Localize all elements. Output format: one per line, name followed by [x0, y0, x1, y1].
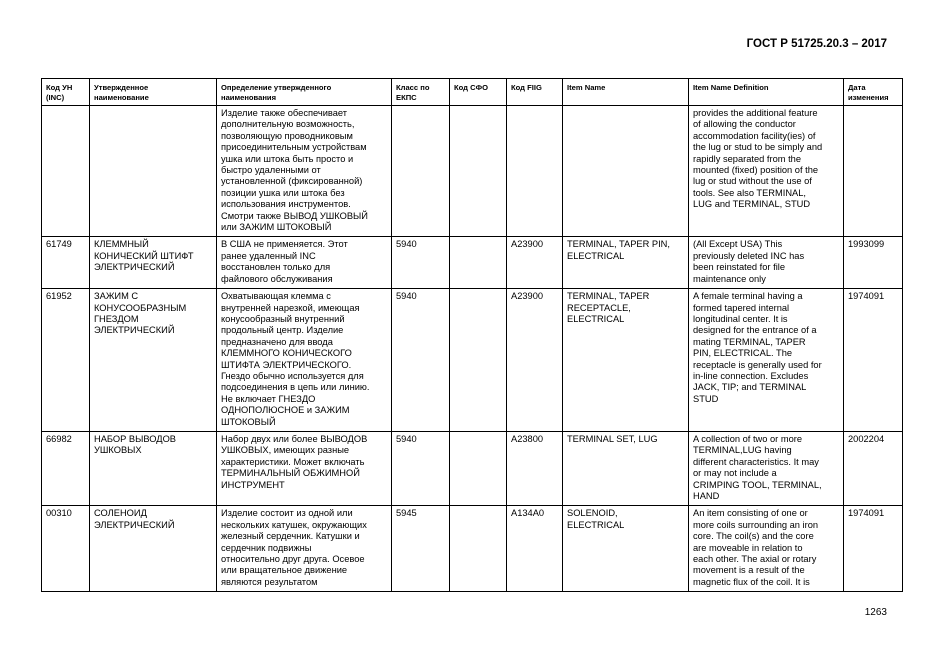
cell-definition: Изделие состоит из одной или нескольких катушек, окружающих железный сердечник. Катушки и сердечник подвижны относительно друг друга. Осевое или вращательное движение являются результатом [217, 506, 392, 592]
cell-item-definition: An item consisting of one or more coils surrounding an iron core. The coil(s) and the core are moveable in relation to each other. The axial or rotary movement is a result of the magnetic flux of the coil. It is [689, 506, 844, 592]
cell-sfo [450, 506, 507, 592]
cell-fiig [507, 106, 563, 237]
cell-date: 1974091 [844, 506, 903, 592]
cell-item-definition: provides the additional feature of allowing the conductor accommodation facility(ies) of the lug or stud to be simply and rapidly separated from the mounted (fixed) position of the lug or stud without the use of tools. See also TERMINAL, LUG and TERMINAL, STUD [689, 106, 844, 237]
cell-fiig: A23900 [507, 289, 563, 432]
table-row [42, 431, 903, 505]
column-header-name: Утвержденное наименование [90, 79, 217, 106]
column-header-item-definition: Item Name Definition [689, 79, 844, 106]
column-header-date: Дата изменения [844, 79, 903, 106]
cell-item-definition: (All Except USA) This previously deleted INC has been reinstated for file maintenance only [689, 237, 844, 289]
table-row [42, 506, 903, 592]
table-row [42, 237, 903, 289]
cell-name: НАБОР ВЫВОДОВ УШКОВЫХ [90, 431, 217, 505]
cell-item-name [563, 106, 689, 237]
cell-name: ЗАЖИМ С КОНУСООБРАЗНЫМ ГНЕЗДОМ ЭЛЕКТРИЧЕСКИЙ [90, 289, 217, 432]
cell-class: 5940 [392, 289, 450, 432]
cell-date: 2002204 [844, 431, 903, 505]
cell-fiig: A23800 [507, 431, 563, 505]
cell-item-name: TERMINAL SET, LUG [563, 431, 689, 505]
column-header-sfo: Код СФО [450, 79, 507, 106]
table-row [42, 289, 903, 432]
cell-date: 1993099 [844, 237, 903, 289]
column-header-inc: Код УН (INC) [42, 79, 90, 106]
cell-item-name: TERMINAL, TAPER PIN, ELECTRICAL [563, 237, 689, 289]
cell-class [392, 106, 450, 237]
document-code: ГОСТ Р 51725.20.3 – 2017 [746, 38, 887, 50]
cell-definition: Охватывающая клемма с внутренней нарезкой, имеющая конусообразный внутренний продольный центр. Изделие предназначено для ввода КЛЕММНОГО КОНИЧЕСКОГО ШТИФТА ЭЛЕКТРИЧЕСКОГО. Гнездо обычно используется для подсоединения в цепь или линию. Не включает ГНЕЗДО ОДНОПОЛЮСНОЕ и ЗАЖИМ ШТОКОВЫЙ [217, 289, 392, 432]
cell-name: КЛЕММНЫЙ КОНИЧЕСКИЙ ШТИФТ ЭЛЕКТРИЧЕСКИЙ [90, 237, 217, 289]
cell-class: 5945 [392, 506, 450, 592]
cell-definition: Изделие также обеспечивает дополнительную возможность, позволяющую проводниковым присоединительным устройствам ушка или штока быть просто и быстро удаленными от установленной (фиксированной) позиции ушка или штока без использования инструментов. Смотри также ВЫВОД УШКОВЫЙ или ЗАЖИМ ШТОКОВЫЙ [217, 106, 392, 237]
cell-inc: 66982 [42, 431, 90, 505]
cell-fiig: A23900 [507, 237, 563, 289]
cell-item-name: TERMINAL, TAPER RECEPTACLE, ELECTRICAL [563, 289, 689, 432]
column-header-fiig: Код FIIG [507, 79, 563, 106]
column-header-class: Класс по ЕКПС [392, 79, 450, 106]
column-header-item-name: Item Name [563, 79, 689, 106]
cell-date [844, 106, 903, 237]
table-header-row [42, 79, 903, 106]
cell-fiig: A134A0 [507, 506, 563, 592]
cell-item-name: SOLENOID, ELECTRICAL [563, 506, 689, 592]
catalog-table [41, 78, 903, 592]
cell-inc [42, 106, 90, 237]
column-header-definition: Определение утвержденного наименования [217, 79, 392, 106]
cell-class: 5940 [392, 237, 450, 289]
cell-sfo [450, 237, 507, 289]
cell-definition: Набор двух или более ВЫВОДОВ УШКОВЫХ, имеющих разные характеристики. Может включать ТЕРМИНАЛЬНЫЙ ОБЖИМНОЙ ИНСТРУМЕНТ [217, 431, 392, 505]
cell-name: СОЛЕНОИД ЭЛЕКТРИЧЕСКИЙ [90, 506, 217, 592]
table-row [42, 106, 903, 237]
cell-date: 1974091 [844, 289, 903, 432]
cell-item-definition: A female terminal having a formed tapered internal longitudinal center. It is designed for the entrance of a mating TERMINAL, TAPER PIN, ELECTRICAL. The receptacle is generally used for in-line connection. Excludes JACK, TIP; and TERMINAL STUD [689, 289, 844, 432]
cell-sfo [450, 289, 507, 432]
cell-inc: 61749 [42, 237, 90, 289]
cell-class: 5940 [392, 431, 450, 505]
cell-inc: 61952 [42, 289, 90, 432]
cell-inc: 00310 [42, 506, 90, 592]
cell-sfo [450, 431, 507, 505]
cell-definition: В США не применяется. Этот ранее удаленный INC восстановлен только для файлового обслуживания [217, 237, 392, 289]
cell-item-definition: A collection of two or more TERMINAL,LUG having different characteristics. It may or may not include a CRIMPING TOOL, TERMINAL, HAND [689, 431, 844, 505]
cell-name [90, 106, 217, 237]
page-number: 1263 [864, 607, 887, 618]
cell-sfo [450, 106, 507, 237]
